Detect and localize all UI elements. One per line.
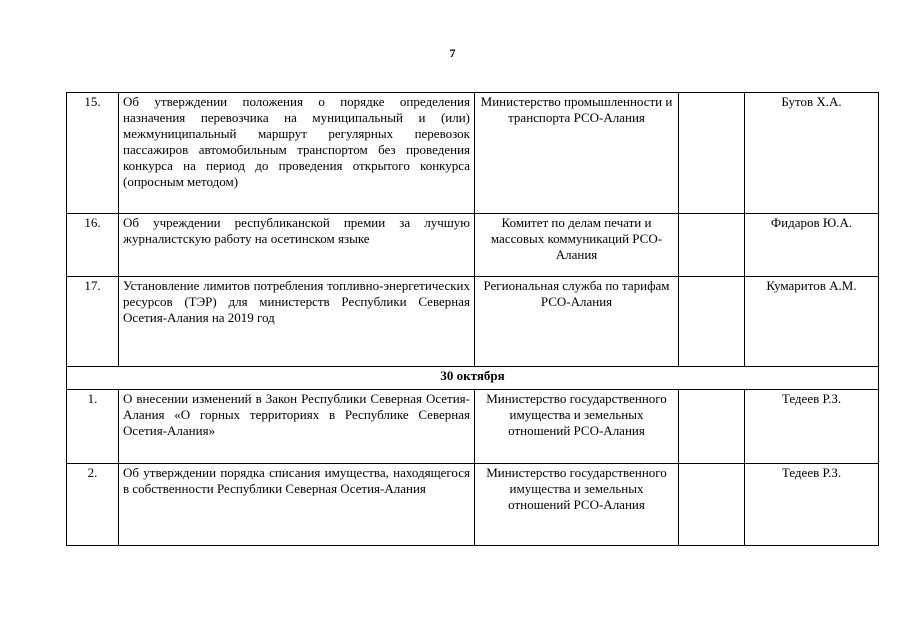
page-number: 7 (449, 46, 456, 60)
row-responsible: Тедеев Р.З. (745, 464, 879, 546)
row-number: 1. (67, 390, 119, 464)
table-row (67, 93, 879, 214)
row-note (679, 464, 745, 546)
row-organization: Министерство промышленности и транспорта РСО-Алания (475, 93, 679, 214)
row-title: О внесении изменений в Закон Республики Северная Осетия-Алания «О горных территориях в Республике Северная Осетия-Алания» (119, 390, 475, 464)
schedule-table (66, 92, 879, 546)
row-title: Установление лимитов потребления топливно-энергетических ресурсов (ТЭР) для министерств Республики Северная Осетия-Алания на 2019 год (119, 277, 475, 367)
row-responsible: Тедеев Р.З. (745, 390, 879, 464)
table-row (67, 277, 879, 367)
table-row (67, 464, 879, 546)
row-responsible: Фидаров Ю.А. (745, 214, 879, 277)
table-row (67, 390, 879, 464)
row-number: 15. (67, 93, 119, 214)
row-organization: Комитет по делам печати и массовых коммуникаций РСО-Алания (475, 214, 679, 277)
row-note (679, 390, 745, 464)
date-heading: 30 октября (67, 367, 879, 390)
row-organization: Министерство государственного имущества и земельных отношений РСО-Алания (475, 390, 679, 464)
row-number: 16. (67, 214, 119, 277)
row-title: Об утверждении порядка списания имущества, находящегося в собственности Республики Северная Осетия-Алания (119, 464, 475, 546)
row-organization: Региональная служба по тарифам РСО-Алания (475, 277, 679, 367)
row-number: 17. (67, 277, 119, 367)
date-heading-row (67, 367, 879, 390)
row-note (679, 214, 745, 277)
table-row (67, 214, 879, 277)
row-organization: Министерство государственного имущества и земельных отношений РСО-Алания (475, 464, 679, 546)
row-responsible: Бутов Х.А. (745, 93, 879, 214)
row-title: Об утверждении положения о порядке определения назначения перевозчика на муниципальный и (или) межмуниципальный маршрут регулярных перевозок пассажиров автомобильным транспортом без проведения конкурса на период до проведения открытого конкурса (опросным методом) (119, 93, 475, 214)
row-responsible: Кумаритов А.М. (745, 277, 879, 367)
row-number: 2. (67, 464, 119, 546)
row-title: Об учреждении республиканской премии за лучшую журналистскую работу на осетинском языке (119, 214, 475, 277)
row-note (679, 93, 745, 214)
row-note (679, 277, 745, 367)
